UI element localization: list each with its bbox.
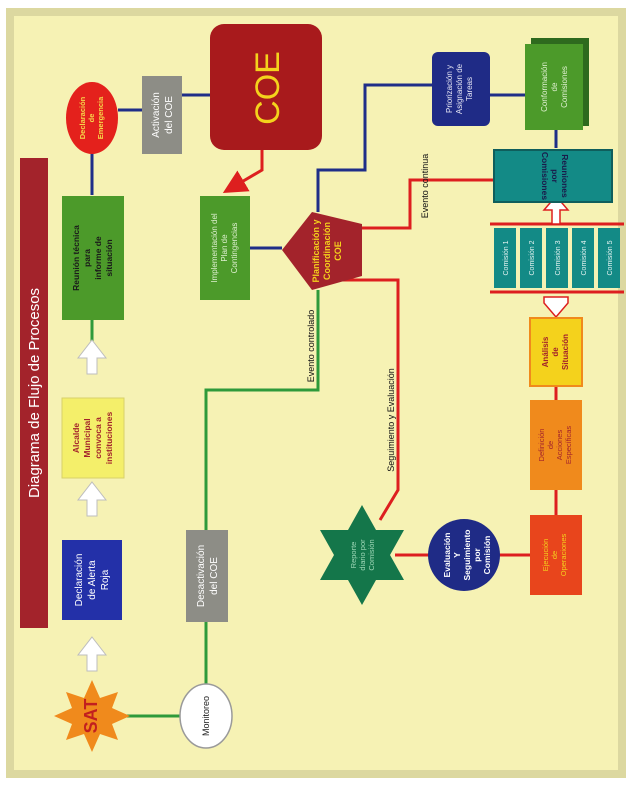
svg-text:Reporte: Reporte [349, 541, 358, 569]
svg-text:situación: situación [104, 239, 114, 277]
definicion-label [537, 426, 573, 465]
svg-text:Reuniones: Reuniones [560, 154, 570, 198]
svg-text:informe de: informe de [93, 236, 103, 280]
svg-text:Contingencias: Contingencias [230, 222, 239, 274]
svg-text:Definición: Definición [537, 428, 546, 462]
comision-4-label: Comisión 4 [581, 240, 588, 276]
svg-text:Activación: Activación [151, 92, 162, 138]
edge-label-seguimiento: Seguimiento y Evaluación [386, 368, 396, 472]
svg-text:de Alerta: de Alerta [87, 560, 98, 600]
svg-text:Coordinación: Coordinación [322, 222, 332, 280]
activacion-coe-box [142, 76, 182, 154]
svg-text:Seguimiento: Seguimiento [462, 529, 472, 581]
svg-text:Ejecución: Ejecución [541, 538, 550, 572]
svg-text:de: de [551, 347, 560, 357]
monitoreo-label: Monitoreo [201, 695, 211, 737]
svg-text:Desactivación: Desactivación [196, 544, 207, 608]
svg-text:de: de [87, 113, 96, 123]
comisiones-group [494, 228, 620, 288]
svg-text:Y: Y [452, 552, 462, 558]
svg-text:por: por [472, 548, 482, 562]
svg-text:de: de [546, 440, 555, 450]
edge-label-evento-continua: Evento continua [420, 153, 430, 219]
comision-2-label: Comisión 2 [529, 240, 536, 276]
svg-text:por: por [550, 169, 560, 183]
svg-text:Declaración: Declaración [78, 96, 87, 140]
reporte-label [349, 539, 376, 571]
svg-text:Comisiones: Comisiones [560, 66, 569, 108]
svg-text:de: de [550, 82, 559, 92]
svg-text:Asignación de: Asignación de [455, 63, 464, 115]
sat-label: SAT [81, 698, 101, 734]
edge-label-evento-controlado: Evento controlado [306, 309, 316, 383]
svg-text:Tareas: Tareas [465, 76, 474, 102]
svg-text:Conformación: Conformación [540, 62, 549, 112]
svg-text:Reunión técnica: Reunión técnica [71, 225, 81, 291]
svg-text:Comisiones: Comisiones [540, 151, 550, 201]
coe-label: COE [249, 51, 287, 125]
svg-text:Análisis: Análisis [541, 336, 550, 368]
svg-text:Operaciones: Operaciones [559, 533, 568, 577]
svg-text:del COE: del COE [164, 96, 175, 134]
svg-text:para: para [82, 249, 92, 267]
svg-text:Específicas: Específicas [564, 425, 573, 465]
comision-5-label: Comisión 5 [607, 240, 614, 276]
svg-text:Comisión: Comisión [367, 539, 376, 571]
svg-text:diario por: diario por [358, 539, 367, 571]
page-title: Diagrama de Flujo de Procesos [26, 287, 43, 499]
svg-text:de: de [550, 550, 559, 560]
svg-text:instituciones: instituciones [104, 411, 114, 465]
svg-text:Evaluación: Evaluación [442, 532, 452, 578]
svg-text:Planificación y: Planificación y [311, 219, 321, 283]
svg-text:Acciones: Acciones [555, 429, 564, 461]
evaluacion-label [442, 529, 492, 580]
svg-text:Municipal: Municipal [82, 418, 92, 458]
svg-text:COE: COE [333, 241, 343, 261]
desactivacion-box [186, 530, 228, 622]
svg-text:convoca a: convoca a [93, 417, 103, 459]
svg-text:Priorización y: Priorización y [445, 64, 454, 114]
svg-text:Roja: Roja [100, 569, 111, 591]
svg-text:Implementación del: Implementación del [210, 213, 219, 283]
svg-text:Comisión: Comisión [482, 535, 492, 575]
svg-text:Plan de: Plan de [220, 234, 229, 262]
svg-text:del COE: del COE [209, 557, 220, 595]
svg-text:Emergencia: Emergencia [96, 96, 105, 140]
comision-3-label: Comisión 3 [555, 240, 562, 276]
svg-text:Alcalde: Alcalde [71, 422, 81, 454]
svg-text:Situación: Situación [561, 333, 570, 371]
comision-1-label: Comisión 1 [503, 240, 510, 276]
svg-text:Declaración: Declaración [74, 553, 85, 607]
